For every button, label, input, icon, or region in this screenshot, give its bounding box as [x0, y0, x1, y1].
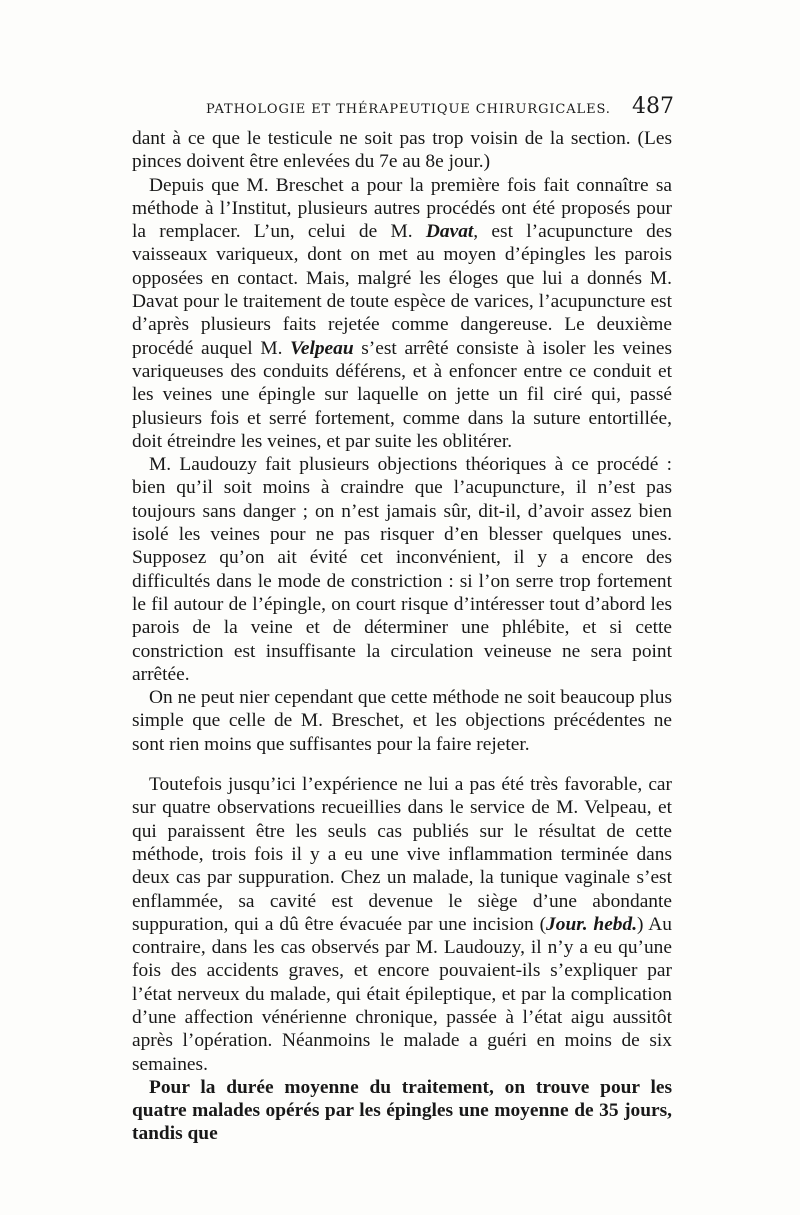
- paragraph-method-simpler: On ne peut nier cependant que cette méthode ne soit beaucoup plus simple que celle de M. Breschet, et les objections précédentes ne sont rien moins que suffisantes pour la faire rejeter.: [132, 687, 672, 755]
- paragraph-text: Depuis que M. Breschet a pour la première fois fait connaître sa méthode à l’Institut, plusieurs autres procédés ont été proposés pour la remplacer. L’un, celui de M.: [132, 174, 672, 243]
- page-number: 487: [632, 94, 674, 119]
- paragraph-experience: [132, 773, 672, 1076]
- paragraph-text: , est l’acupuncture des vaisseaux variqueux, dont on met au moyen d’épingles les parois opposées en contact. Mais, malgré les éloges que lui a donnés M. Davat pour le traitement de toute espèce de varices, l’acupuncture est d’après plusieurs faits rejetée comme dangereuse. Le deuxième procédé auquel M.: [132, 221, 672, 359]
- author-name-velpeau: Velpeau: [290, 337, 354, 359]
- running-title: PATHOLOGIE ET THÉRAPEUTIQUE CHIRURGICALES.: [206, 102, 611, 117]
- paragraph-text: ) Au contraire, dans les cas observés par M. Laudouzy, il n’y a eu qu’une fois des accidents graves, et encore pouvaient-ils s’expliquer par l’état nerveux du malade, qui était épileptique, et par la complication d’une affection vénérienne chronique, passée à l’état aigu aussitôt après l’opération. Néanmoins le malade a guéri en moins de six semaines.: [132, 913, 672, 1075]
- journal-citation: Jour. hebd.: [546, 913, 638, 935]
- paragraph-continuation: dant à ce que le testicule ne soit pas trop voisin de la section. (Les pinces doivent être enlevées du 7e au 8e jour.): [132, 128, 672, 173]
- paragraph-text: s’est arrêté consiste à isoler les veines variqueuses des conduits déférens, et à enfoncer entre ce conduit et les veines une épingle sur laquelle on jette un fil ciré qui, passé plusieurs fois et serré fortement, comme dans la suture entortillée, doit étreindre les veines, et par suite les oblitérer.: [132, 337, 672, 452]
- paragraph-objections: M. Laudouzy fait plusieurs objections théoriques à ce procédé : bien qu’il soit moins à craindre que l’acupuncture, il n’est pas toujours sans danger ; on n’est jamais sûr, dit-il, d’avoir assez bien isolé les veines pour ne pas risquer d’en blesser quelques unes. Supposez qu’on ait évité cet inconvénient, il y a encore des difficultés dans le mode de constriction : si l’on serre trop fortement le fil autour de l’épingle, on court risque d’intéresser tout d’abord les parois de la veine et de déterminer une phlébite, et si cette constriction est insuffisante la circulation veineuse ne sera point arrêtée.: [132, 454, 672, 685]
- paragraph-duration: Pour la durée moyenne du traitement, on trouve pour les quatre malades opérés par les épingles une moyenne de 35 jours, tandis que: [132, 1076, 672, 1145]
- paragraph-text: Toutefois jusqu’ici l’expérience ne lui a pas été très favorable, car sur quatre observations recueillies dans le service de M. Velpeau, et qui paraissent être les seuls cas publiés sur le résultat de cette méthode, trois fois il y a eu une vive inflammation terminée dans deux cas par suppuration. Chez un malade, la tunique vaginale s’est enflammée, sa cavité est devenue le siège d’une abondante suppuration, qui a dû être évacuée par une incision (: [132, 774, 672, 935]
- body-text: [132, 127, 672, 1146]
- paragraph-procedures: [132, 174, 672, 454]
- author-name-davat: Davat: [425, 221, 474, 243]
- running-head: [206, 94, 674, 120]
